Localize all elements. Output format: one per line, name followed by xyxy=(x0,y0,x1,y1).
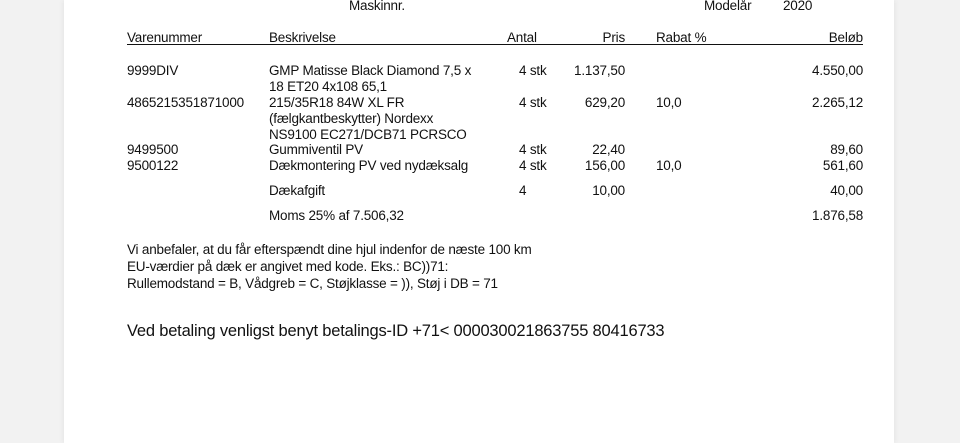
payment-id-line: Ved betaling venligst benyt betalings-ID +71< 000030021863755 80416733 xyxy=(127,322,665,340)
row-pris: 1.137,50 xyxy=(574,63,625,78)
row-varenummer: 9499500 xyxy=(127,142,179,157)
row-beloeb: 4.550,00 xyxy=(812,63,863,78)
modelaar-value: 2020 xyxy=(783,0,813,13)
col-header-varenummer: Varenummer xyxy=(127,30,203,45)
row-antal: 4 stk xyxy=(519,142,547,157)
row-varenummer: 4865215351871000 xyxy=(127,95,244,110)
fee-beskrivelse: Dækafgift xyxy=(269,183,325,198)
invoice-page xyxy=(64,0,894,443)
row-beloeb: 89,60 xyxy=(830,142,863,157)
col-header-beloeb: Beløb xyxy=(828,30,863,45)
row-beskrivelse-line: NS9100 EC271/DCB71 PCRSCO xyxy=(269,127,467,142)
row-antal: 4 stk xyxy=(519,95,547,110)
vat-beskrivelse: Moms 25% af 7.506,32 xyxy=(269,208,404,223)
row-pris: 629,20 xyxy=(584,95,625,110)
row-beskrivelse-line: 215/35R18 84W XL FR xyxy=(269,95,405,110)
row-beskrivelse-line: (fælgkantbeskytter) Nordexx xyxy=(269,111,434,126)
row-beskrivelse-line: Dækmontering PV ved nydæksalg xyxy=(269,158,469,173)
row-rabat: 10,0 xyxy=(656,158,682,173)
maskinnr-label: Maskinnr. xyxy=(349,0,405,13)
fee-beloeb: 40,00 xyxy=(830,183,863,198)
row-pris: 22,40 xyxy=(592,142,625,157)
row-antal: 4 stk xyxy=(519,63,547,78)
col-header-rabat: Rabat % xyxy=(656,30,707,45)
row-pris: 156,00 xyxy=(584,158,625,173)
col-header-pris: Pris xyxy=(602,30,625,45)
fee-antal: 4 xyxy=(519,183,527,198)
row-varenummer: 9999DIV xyxy=(127,63,179,78)
col-header-antal: Antal xyxy=(507,30,537,45)
row-varenummer: 9500122 xyxy=(127,158,179,173)
row-beloeb: 2.265,12 xyxy=(812,95,863,110)
row-beskrivelse-line: 18 ET20 4x108 65,1 xyxy=(269,79,387,94)
fee-pris: 10,00 xyxy=(592,183,625,198)
header-underline xyxy=(127,44,863,45)
row-beskrivelse-line: Gummiventil PV xyxy=(269,142,363,157)
note-line: EU-værdier på dæk er angivet med kode. Eks.: BC))71: xyxy=(127,259,449,274)
modelaar-label: Modelår xyxy=(704,0,752,13)
vat-beloeb: 1.876,58 xyxy=(812,208,863,223)
row-beloeb: 561,60 xyxy=(822,158,863,173)
row-beskrivelse-line: GMP Matisse Black Diamond 7,5 x xyxy=(269,63,472,78)
row-antal: 4 stk xyxy=(519,158,547,173)
col-header-beskrivelse: Beskrivelse xyxy=(269,30,336,45)
note-line: Rullemodstand = B, Vådgreb = C, Støjklasse = )), Støj i DB = 71 xyxy=(127,276,498,291)
row-rabat: 10,0 xyxy=(656,95,682,110)
note-line: Vi anbefaler, at du får efterspændt dine hjul indenfor de næste 100 km xyxy=(127,242,532,257)
